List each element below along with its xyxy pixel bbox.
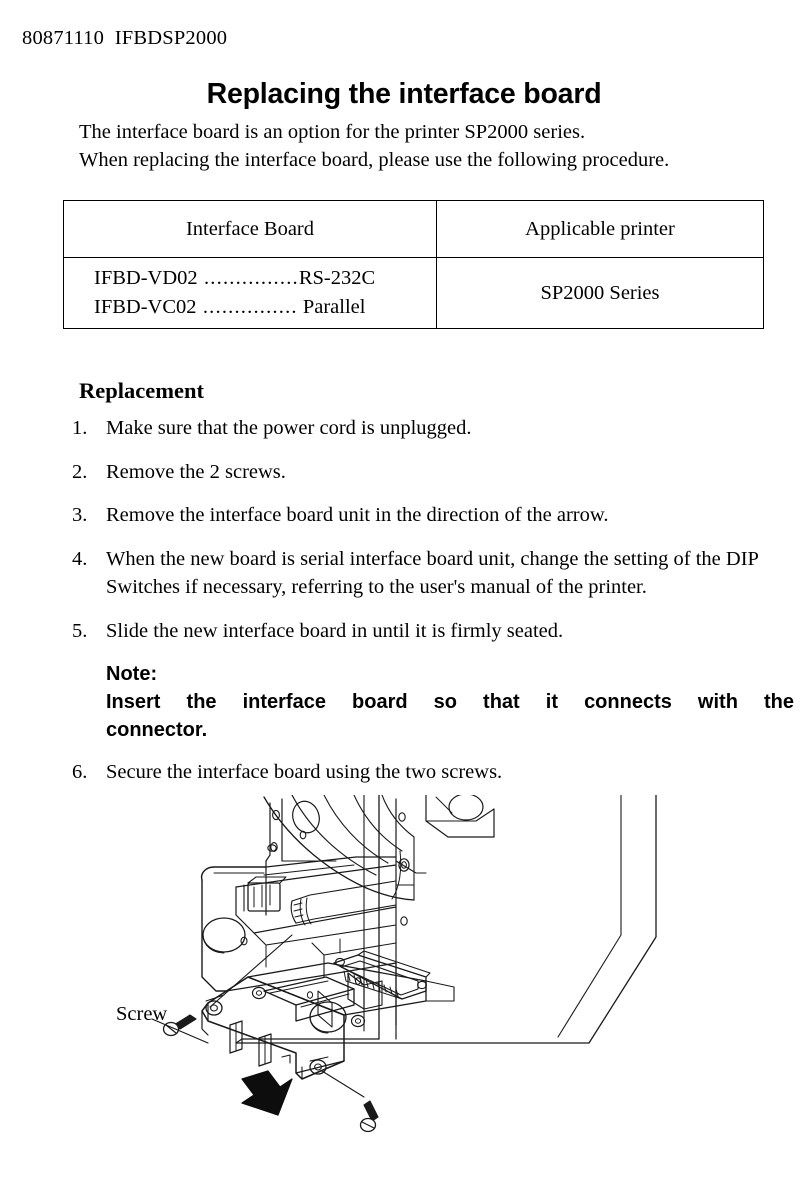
table-header-interface-board: Interface Board bbox=[64, 201, 437, 258]
intro-line-1: The interface board is an option for the printer SP2000 series. bbox=[79, 121, 586, 143]
board-entry-vd02 bbox=[94, 264, 436, 293]
removal-direction-arrow bbox=[242, 1071, 292, 1115]
list-item bbox=[72, 501, 788, 530]
printer-platen-roller bbox=[264, 795, 414, 900]
figure-interface-board-removal bbox=[96, 795, 808, 1180]
table-row bbox=[64, 258, 764, 329]
board-interface-vc02: Parallel bbox=[297, 296, 366, 318]
interface-board bbox=[202, 951, 454, 1079]
interface-board-table bbox=[63, 200, 764, 329]
list-item bbox=[72, 545, 788, 602]
note-callout bbox=[72, 660, 794, 744]
screw-callout-label: Screw bbox=[116, 1003, 168, 1025]
page-title: Replacing the interface board bbox=[206, 78, 602, 110]
table-header-applicable-printer: Applicable printer bbox=[437, 201, 764, 258]
table-cell-printer-series: SP2000 Series bbox=[437, 258, 764, 329]
step-text: Make sure that the power cord is unplugged. bbox=[106, 417, 472, 439]
note-text-line-1: Insert the interface board so that it connects with the bbox=[106, 691, 794, 713]
document-header: 80871110 IFBDSP2000 bbox=[22, 27, 228, 49]
list-item bbox=[72, 414, 788, 443]
intro-paragraph bbox=[79, 118, 779, 174]
board-name-vd02: IFBD-VD02 bbox=[94, 267, 198, 289]
leader-dots-vd02: ............... bbox=[197, 267, 299, 289]
note-text-line-2: connector. bbox=[106, 719, 208, 741]
step-text: Remove the interface board unit in the direction of the arrow. bbox=[106, 504, 609, 526]
screw-lower bbox=[361, 1101, 379, 1132]
table-cell-board-list bbox=[64, 258, 437, 329]
step-number: 3. bbox=[72, 504, 88, 526]
step-number: 1. bbox=[72, 417, 88, 439]
printer-outer-case bbox=[236, 795, 656, 1043]
table-header-row bbox=[64, 201, 764, 258]
leader-dots-vc02: ............... bbox=[196, 296, 298, 318]
printer-line-art bbox=[96, 795, 808, 1180]
list-item bbox=[72, 758, 788, 787]
step-text: When the new board is serial interface board unit, change the setting of the DIP Switches if necessary, referring to the user's manual of the printer. bbox=[106, 547, 759, 598]
board-name-vc02: IFBD-VC02 bbox=[94, 296, 197, 318]
list-item bbox=[72, 458, 788, 487]
procedure-step-list bbox=[72, 414, 794, 802]
printer-upper-bracket bbox=[426, 795, 494, 837]
printer-slot-housing bbox=[202, 857, 396, 991]
step-text: Secure the interface board using the two screws. bbox=[106, 761, 503, 783]
screw-leader-lines bbox=[210, 935, 364, 1097]
section-heading-replacement: Replacement bbox=[79, 378, 204, 403]
step-number: 5. bbox=[72, 619, 88, 642]
board-entry-vc02 bbox=[94, 293, 436, 322]
intro-line-2: When replacing the interface board, please use the following procedure. bbox=[79, 149, 670, 171]
step-number: 6. bbox=[72, 761, 88, 783]
note-label: Note: bbox=[106, 663, 158, 685]
screw-upper bbox=[164, 1015, 197, 1036]
step-number: 4. bbox=[72, 547, 88, 570]
list-item bbox=[72, 617, 788, 646]
step-text: Slide the new interface board in until it is firmly seated. bbox=[106, 619, 564, 642]
printer-right-frame bbox=[396, 799, 409, 1025]
step-number: 2. bbox=[72, 460, 88, 483]
board-interface-vd02: RS-232C bbox=[298, 267, 376, 289]
step-text: Remove the 2 screws. bbox=[106, 460, 286, 483]
